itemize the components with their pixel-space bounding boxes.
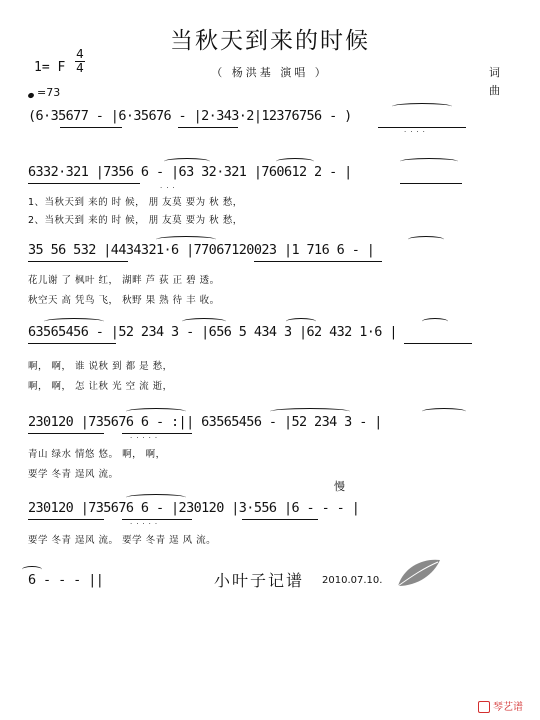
beam-line <box>28 343 116 344</box>
logo-mark-icon <box>478 701 490 713</box>
slur-icon <box>270 408 350 415</box>
tempo-value: =73 <box>37 86 61 99</box>
slur-icon <box>156 236 216 243</box>
music-row-1: (6·35677 - |6·35676 - |2·343·2|12376756 - ) <box>28 108 352 124</box>
tempo-slow-mark: 慢 <box>334 480 345 493</box>
lyric-verse-2: 啊， 啊， 怎 让秋 光 空 流 逝， <box>28 381 173 392</box>
slur-icon <box>286 318 316 325</box>
time-signature <box>74 48 86 75</box>
slur-icon <box>126 408 186 415</box>
watermark-text: 琴艺谱 <box>493 702 523 713</box>
slur-icon <box>22 566 42 573</box>
lyric-verse-1: 啊， 啊， 谁 说秋 到 都 是 愁， <box>28 361 173 372</box>
slur-icon <box>408 236 444 243</box>
beam-line <box>254 261 382 262</box>
lyric-verse-2: 秋空天 高 凭鸟 飞， 秋野 果 熟 待 丰 收。 <box>28 295 220 306</box>
low-octave-dots: ··· <box>160 184 179 192</box>
slur-icon <box>400 158 458 165</box>
music-row-6: 230120 |735676 6 - |230120 |3·556 |6 - - - | <box>28 500 360 516</box>
time-signature-top: 4 <box>76 47 84 61</box>
music-row-5: 230120 |735676 6 - :|| 63565456 - |52 234 3 - | <box>28 414 382 430</box>
slur-icon <box>182 318 226 325</box>
music-row-3: 35 56 532 |4434321·6 |77067120023 |1 716 6 - | <box>28 242 375 258</box>
composer-label: 曲 <box>489 84 500 97</box>
song-title: 当秋天到来的时候 <box>170 28 370 54</box>
lyric-verse-2: 要学 冬青 逞风 流。 <box>28 469 119 480</box>
beam-line <box>28 183 140 184</box>
lyric-verse-2: 2、当秋天到 来的 时 候， 朋 友莫 要为 秋 愁， <box>28 215 243 226</box>
beam-line <box>404 343 472 344</box>
beam-line <box>28 261 128 262</box>
quarter-note-icon <box>27 92 34 99</box>
lyricist-label: 词 <box>489 66 500 79</box>
lyric-verse-1: 要学 冬青 逞风 流。 要学 冬青 逞 风 流。 <box>28 535 217 546</box>
slur-icon <box>276 158 314 165</box>
singer-credit: （ 杨洪基 演唱 ） <box>211 66 329 79</box>
low-octave-dots: ····· <box>130 434 162 442</box>
key-signature: 1= F <box>34 60 66 75</box>
beam-line <box>60 127 122 128</box>
tempo-marking <box>28 86 60 99</box>
beam-line <box>28 519 104 520</box>
beam-line <box>28 433 104 434</box>
slur-icon <box>44 318 104 325</box>
beam-line <box>178 127 238 128</box>
beam-line <box>242 519 318 520</box>
slur-icon <box>392 103 452 110</box>
low-octave-dots: ····· <box>130 520 162 528</box>
slur-icon <box>164 158 210 165</box>
beam-line <box>400 183 462 184</box>
music-row-7: 6 - - - || <box>28 572 104 588</box>
watermark-logo <box>478 698 523 713</box>
lyric-verse-1: 1、当秋天到 来的 时 候， 朋 友莫 要为 秋 愁， <box>28 197 243 208</box>
leaf-icon <box>394 556 444 590</box>
slur-icon <box>126 494 186 501</box>
time-signature-bottom: 4 <box>76 61 84 75</box>
lyric-verse-1: 青山 绿水 情悠 悠。 啊， 啊， <box>28 449 166 460</box>
lyric-verse-1: 花儿谢 了 枫叶 红， 湖畔 芦 荻 正 碧 透。 <box>28 275 220 286</box>
music-row-2: 6332·321 |7356 6 - |63 32·321 |760612 2 - | <box>28 164 352 180</box>
music-row-4: 63565456 - |52 234 3 - |656 5 434 3 |62 432 1·6 | <box>28 324 397 340</box>
transcriber-signature: 小叶子记谱 <box>214 571 305 590</box>
low-octave-dots: ···· <box>404 128 429 136</box>
slur-icon <box>422 318 448 325</box>
slur-icon <box>422 408 466 415</box>
transcription-date: 2010.07.10. <box>322 575 383 586</box>
